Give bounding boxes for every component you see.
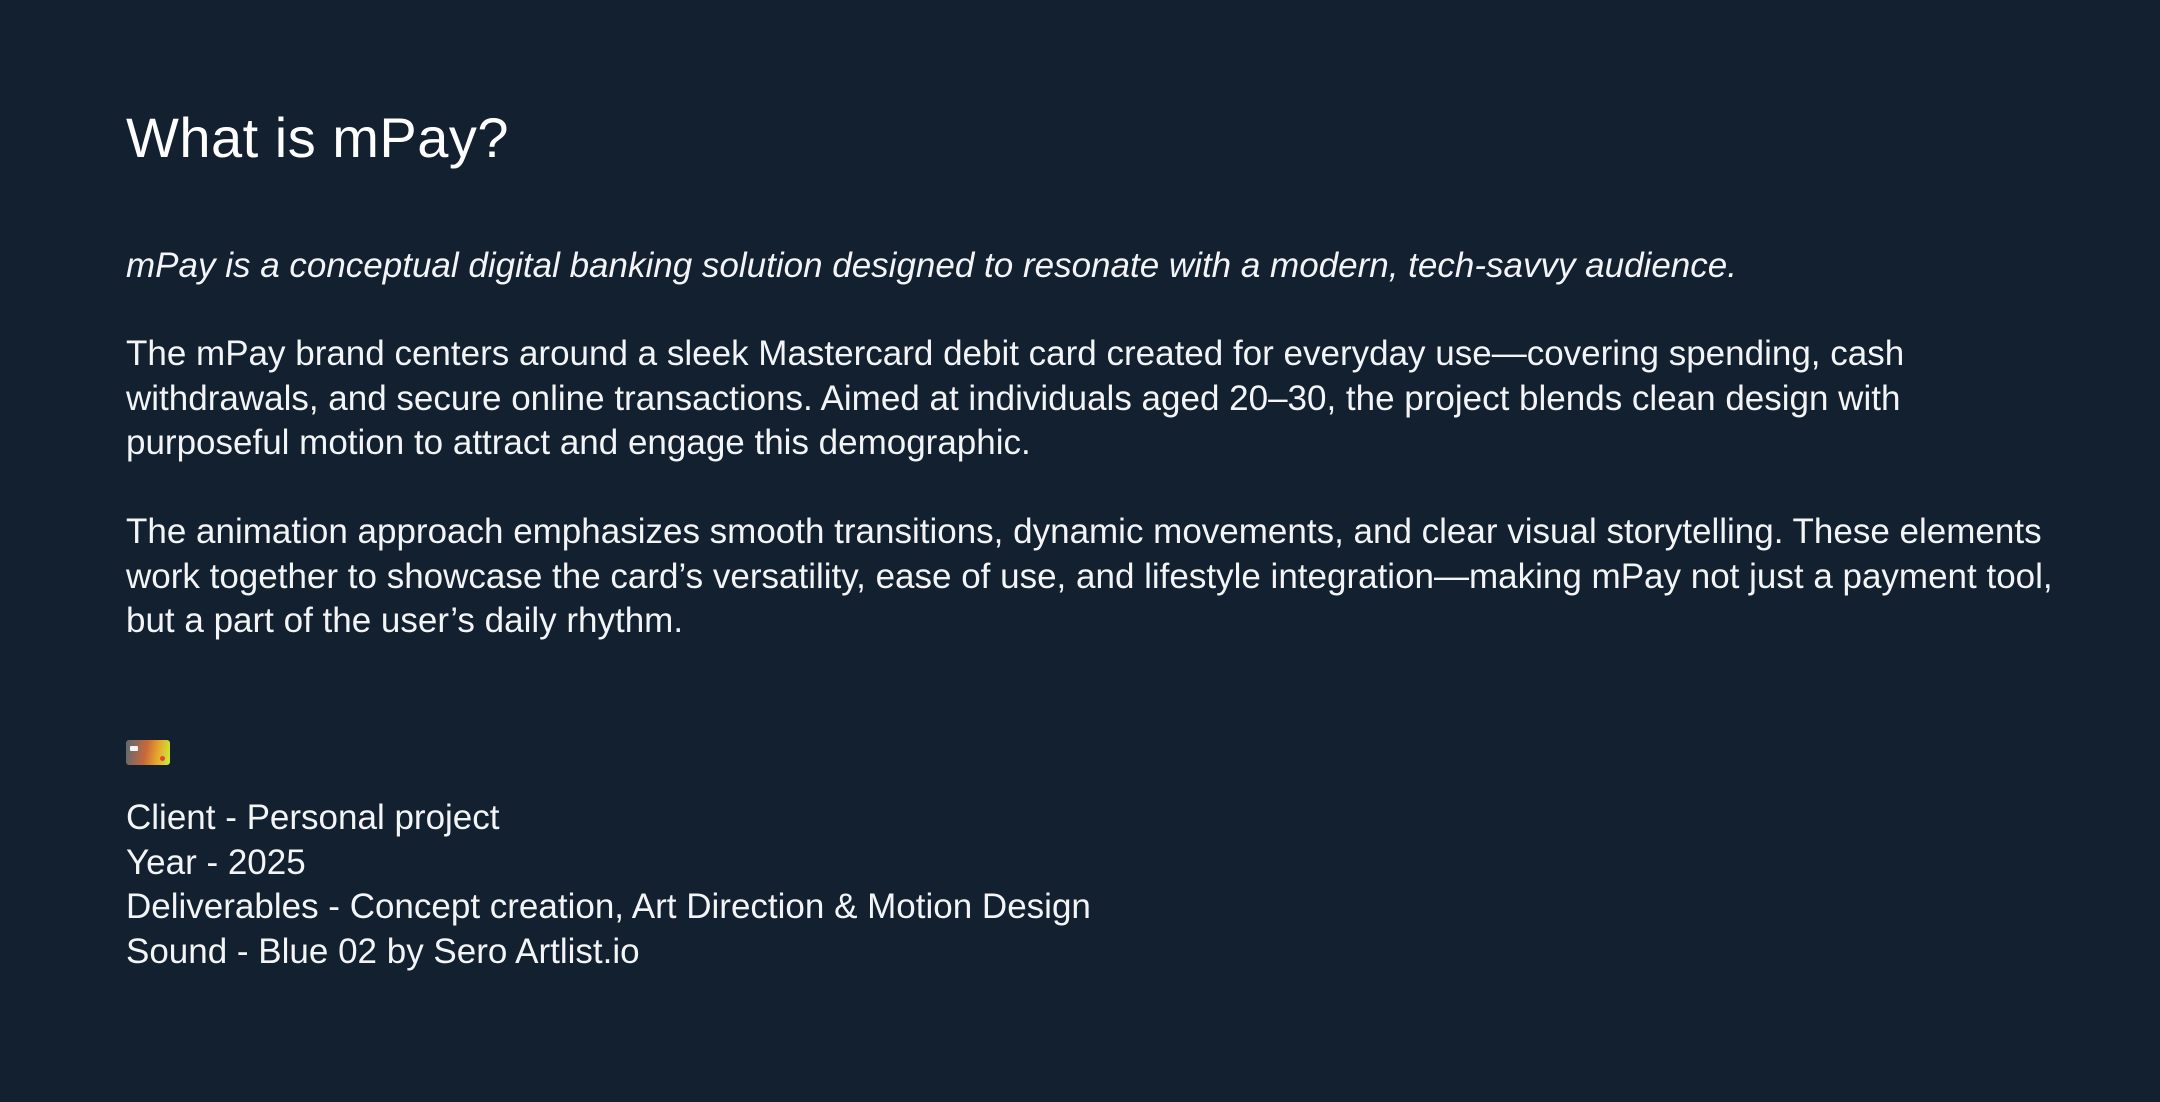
description-paragraph: The mPay brand centers around a sleek Mastercard debit card created for everyday use—covering spending, cash withdrawals, and secure online transactions. Aimed at individuals aged 20–30, the project blends clean design with purposeful motion to attract and engage this demographic. xyxy=(126,334,1905,463)
description-paragraph: The animation approach emphasizes smooth transitions, dynamic movements, and clear visual storytelling. These elements work together to showcase the card’s versatility, ease of use, and lifestyle integration—making mPay not just a payment tool, but a part of the user’s daily rhythm. xyxy=(126,512,2053,641)
detail-deliverables: Deliverables - Concept creation, Art Direction & Motion Design xyxy=(126,887,1091,927)
card-logo-dot xyxy=(160,756,165,761)
intro-tagline: mPay is a conceptual digital banking solution designed to resonate with a modern, tech-savvy audience. xyxy=(126,246,1737,285)
page-title: What is mPay? xyxy=(126,106,510,169)
credit-card-icon xyxy=(126,740,170,765)
detail-year: Year - 2025 xyxy=(126,842,306,882)
project-details-list xyxy=(126,796,1091,974)
detail-sound: Sound - Blue 02 by Sero Artlist.io xyxy=(126,931,640,971)
detail-client: Client - Personal project xyxy=(126,798,500,837)
project-description xyxy=(126,100,2066,971)
card-chip xyxy=(130,746,138,751)
